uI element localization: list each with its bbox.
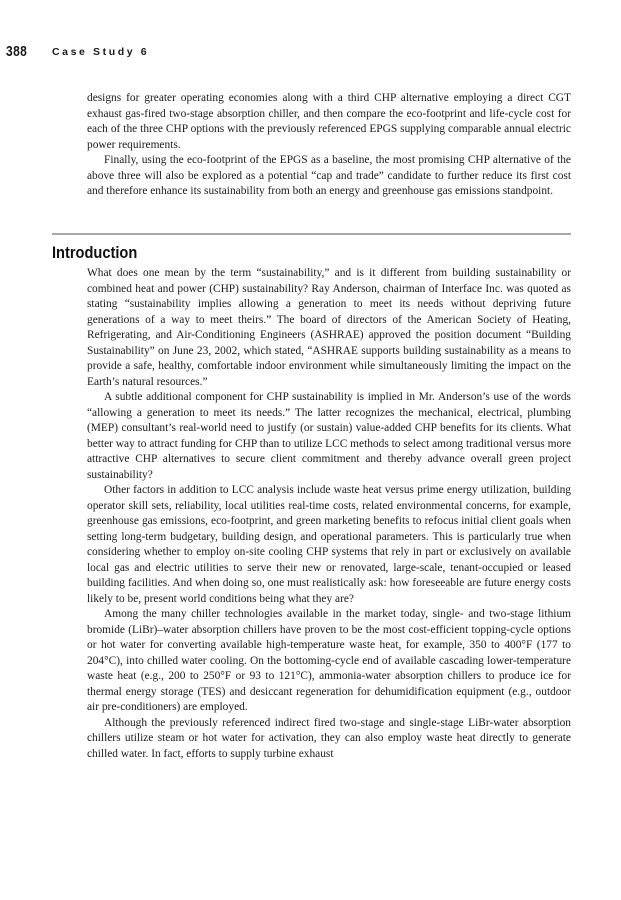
intro-paragraph-2: Finally, using the eco-footprint of the EPGS as a baseline, the most promising CHP alternative of the above three will also be explored as a potential “cap and trade” candidate to further reduce its first cost and therefore enhance its sustainability from both an energy and greenhouse gas emissions standpoint. (87, 154, 571, 197)
intro-text-block (87, 91, 571, 200)
body-paragraph-4: Among the many chiller technologies available in the market today, single- and two-stage lithium bromide (LiBr)–water absorption chillers have proven to be the most cost-efficient topping-cycle options or hot water for converting available high-temperature waste heat, for example, 350 to 400°F (177 to 204°C), into chilled water cooling. On the bottoming-cycle end of available cascading lower-temperature waste heat (e.g., 200 to 250°F or 93 to 121°C), ammonia-water absorption chillers to produce ice for thermal energy storage (TES) and desiccant regeneration for dehumidification equipment (e.g., outdoor air pre-conditioners) are employed. (87, 608, 571, 713)
intro-paragraph-1: designs for greater operating economies along with a third CHP alternative employing a direct CGT exhaust gas-fired two-stage absorption chiller, and then compare the eco-footprint and life-cycle cost for each of the three CHP options with the previously referenced EPGS supplying comparable annual electric power requirements. (87, 92, 571, 151)
introduction-body (87, 266, 571, 762)
body-paragraph-2: A subtle additional component for CHP sustainability is implied in Mr. Anderson’s use of the words “allowing a generation to meet its needs.” The latter recognizes the mechanical, electrical, plumbing (MEP) consultant’s real-world need to justify (or sustain) value-added CHP benefits for its clients. What better way to attract funding for CHP than to utilize LCC methods to select among traditional versus more attractive CHP alternatives to secure client commitment and thereby advance overall green project sustainability? (87, 391, 571, 481)
page-number: 388 (6, 43, 28, 60)
body-paragraph-1: What does one mean by the term “sustainability,” and is it different from building sustainability or combined heat and power (CHP) sustainability? Ray Anderson, chairman of Interface Inc. was quoted as stating “sustainability implies allowing a generation to meet its needs without depriving future generations of a way to meet theirs.” The board of directors of the American Society of Heating, Refrigerating, and Air-Conditioning Engineers (ASHRAE) approved the position document “Building Sustainability” on June 23, 2002, which stated, “ASHRAE supports building sustainability as a means to provide a safe, healthy, comfortable indoor environment while simultaneously limiting the impact on the Earth’s natural resources.” (87, 267, 571, 388)
section-divider (52, 233, 571, 235)
body-paragraph-5: Although the previously referenced indirect fired two-stage and single-stage LiBr-water absorption chillers utilize steam or hot water for activation, they can also employ waste heat directly to generate chilled water. In fact, efforts to supply turbine exhaust (87, 716, 571, 760)
section-heading-introduction: Introduction (52, 243, 138, 262)
body-paragraph-3: Other factors in addition to LCC analysis include waste heat versus prime energy utilization, building operator skill sets, reliability, local utilities real-time costs, related environmental concerns, for example, greenhouse gas emissions, eco-footprint, and green marketing benefits to refocus initial client goals when setting long-term budgetary, building design, and operational parameters. This is particularly true when considering whether to employ on-site cooling CHP systems that rely in part or exclusively on available local gas and electric utilities to serve their new or renovated, large-scale, tenant-occupied or leased building facilities. And when doing so, one must realistically ask: how foreseeable are future energy costs likely to be, present world conditions being what they are? (87, 484, 571, 605)
running-head: Case Study 6 (52, 46, 150, 58)
